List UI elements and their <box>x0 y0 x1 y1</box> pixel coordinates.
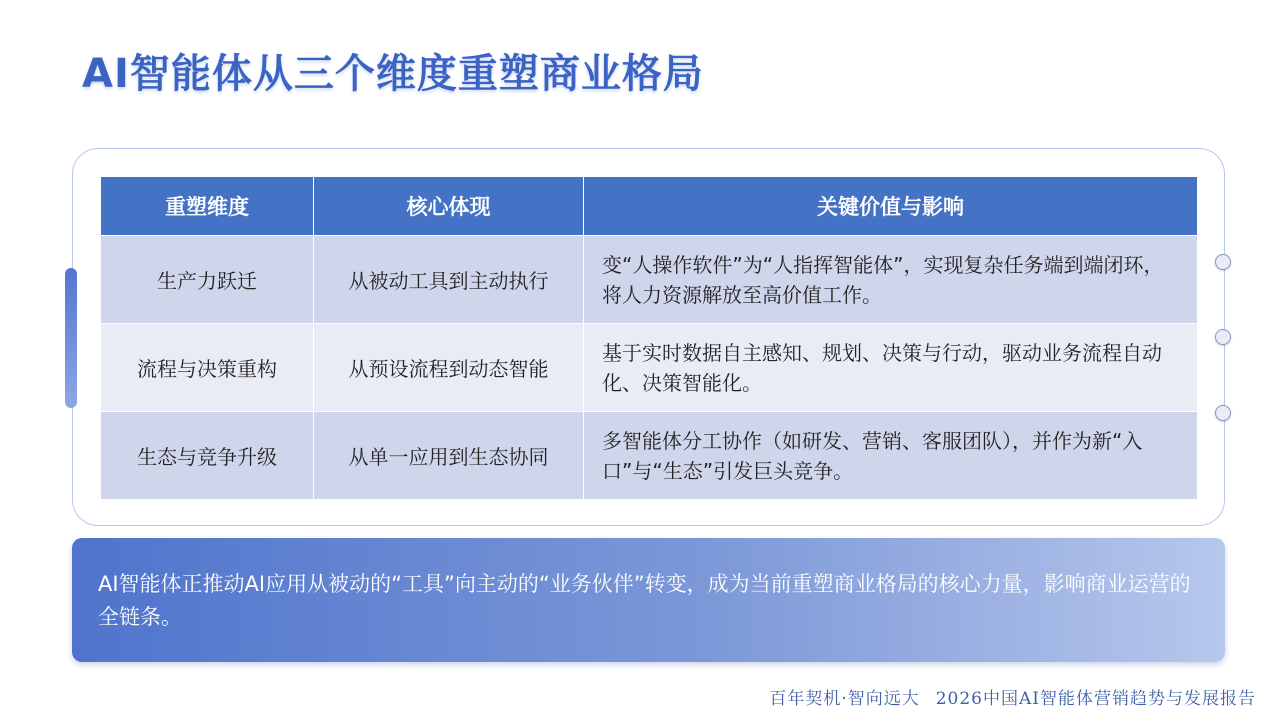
cell-dimension: 流程与决策重构 <box>101 324 314 412</box>
cell-value: 基于实时数据自主感知、规划、决策与行动，驱动业务流程自动化、决策智能化。 <box>584 324 1198 412</box>
header-core: 核心体现 <box>314 177 584 236</box>
cell-value: 多智能体分工协作（如研发、营销、客服团队），并作为新“入口”与“生态”引发巨头竞争。 <box>584 412 1198 500</box>
cell-value: 变“人操作软件”为“人指挥智能体”，实现复杂任务端到端闭环，将人力资源解放至高价值工作。 <box>584 236 1198 324</box>
cell-core: 从被动工具到主动执行 <box>314 236 584 324</box>
table-row <box>101 324 1198 412</box>
decor-knob-2 <box>1215 329 1231 345</box>
dimension-table <box>100 176 1198 500</box>
cell-core: 从单一应用到生态协同 <box>314 412 584 500</box>
header-dimension: 重塑维度 <box>101 177 314 236</box>
footer <box>769 684 1256 709</box>
cell-dimension: 生产力跃迁 <box>101 236 314 324</box>
footer-report-title: 2026中国AI智能体营销趋势与发展报告 <box>935 689 1256 709</box>
table-row <box>101 412 1198 500</box>
summary-banner <box>72 538 1225 662</box>
cell-core: 从预设流程到动态智能 <box>314 324 584 412</box>
header-value: 关键价值与影响 <box>584 177 1198 236</box>
table-row <box>101 236 1198 324</box>
decor-knob-3 <box>1215 405 1231 421</box>
page-title: AI智能体从三个维度重塑商业格局 <box>82 51 704 97</box>
table-header-row <box>101 177 1198 236</box>
side-accent-bar <box>65 268 77 408</box>
footer-brand: 百年契机·智向远大 <box>769 689 920 709</box>
decor-knob-1 <box>1215 254 1231 270</box>
cell-dimension: 生态与竞争升级 <box>101 412 314 500</box>
summary-text: AI智能体正推动AI应用从被动的“工具”向主动的“业务伙伴”转变，成为当前重塑商业格局的核心力量，影响商业运营的全链条。 <box>98 572 1191 629</box>
